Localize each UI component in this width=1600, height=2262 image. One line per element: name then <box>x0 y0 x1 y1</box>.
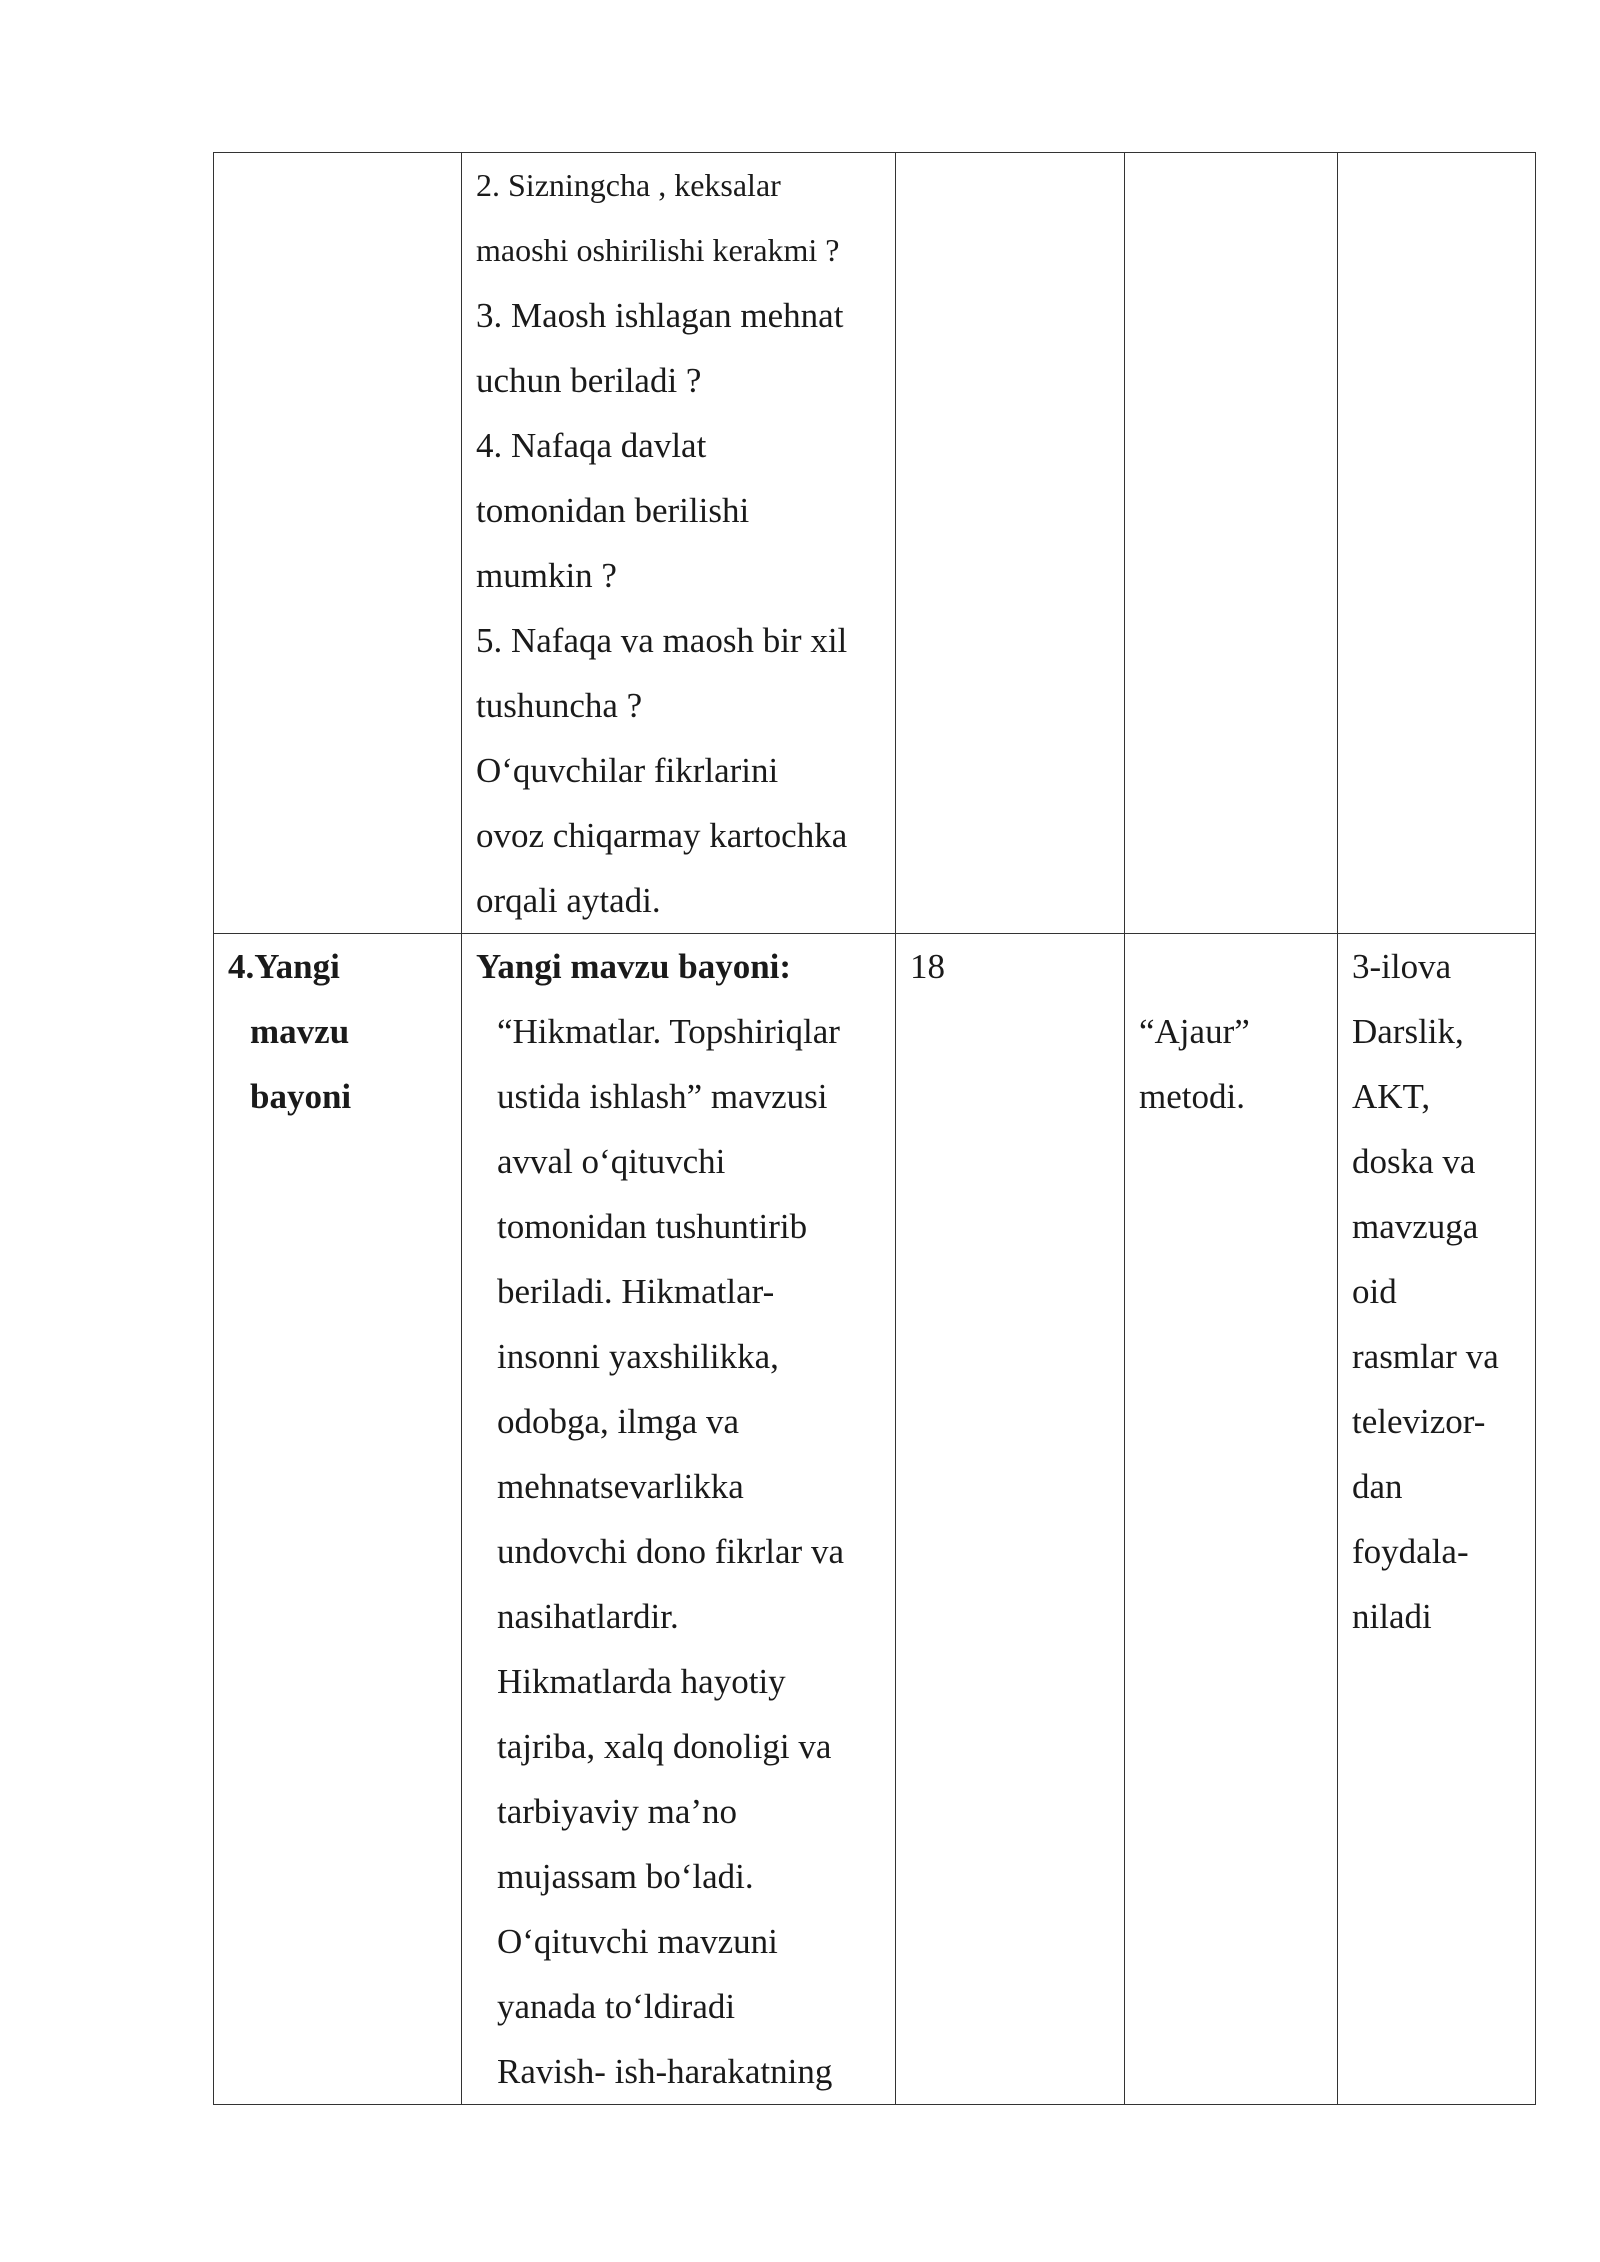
content-line: undovchi dono fikrlar va <box>497 1532 844 1571</box>
content-line: Ravish- ish-harakatning <box>497 2052 833 2091</box>
questions-list <box>476 153 895 933</box>
content-line: tajriba, xalq donoligi va <box>497 1727 832 1766</box>
list-item: tushuncha ? <box>476 686 643 725</box>
resource-line: mavzuga <box>1352 1207 1479 1246</box>
list-item: 4. Nafaqa davlat <box>476 426 707 465</box>
resource-line: niladi <box>1352 1597 1432 1636</box>
content-line: nasihatlardir. <box>497 1597 679 1636</box>
method-cell <box>1125 934 1338 2105</box>
content-line: yanada to‘ldiradi <box>497 1987 736 2026</box>
content-line: O‘qituvchi mavzuni <box>497 1922 778 1961</box>
resource-line: 3-ilova <box>1352 947 1452 986</box>
resource-line: doska va <box>1352 1142 1476 1181</box>
stage-title-line: 4.Yangi <box>228 947 340 986</box>
content-cell <box>462 934 896 2105</box>
resources-cell <box>1338 153 1536 934</box>
list-item: ovoz chiqarmay kartochka <box>476 816 848 855</box>
table-row <box>214 934 1536 2105</box>
content-line: mehnatsevarlikka <box>497 1467 744 1506</box>
content-line: ustida ishlash” mavzusi <box>497 1077 828 1116</box>
content-line: odobga, ilmga va <box>497 1402 740 1441</box>
content-cell <box>462 153 896 934</box>
resource-line: televizor- <box>1352 1402 1486 1441</box>
list-item: maoshi oshirilishi kerakmi ? <box>476 232 840 268</box>
content-heading: Yangi mavzu bayoni: <box>476 947 792 986</box>
stage-cell <box>214 934 462 2105</box>
time-value: 18 <box>910 947 945 986</box>
resource-line: rasmlar va <box>1352 1337 1499 1376</box>
list-item: 2. Sizningcha , keksalar <box>476 167 781 203</box>
table-row <box>214 153 1536 934</box>
content-line: mujassam bo‘ladi. <box>497 1857 754 1896</box>
resources-cell <box>1338 934 1536 2105</box>
list-item: O‘quvchilar fikrlarini <box>476 751 779 790</box>
content-line: beriladi. Hikmatlar- <box>497 1272 775 1311</box>
stage-title <box>214 934 461 1129</box>
method-cell <box>1125 153 1338 934</box>
content-line: insonni yaxshilikka, <box>497 1337 779 1376</box>
list-item: 3. Maosh ishlagan mehnat <box>476 296 844 335</box>
content-line: avval o‘qituvchi <box>497 1142 726 1181</box>
lesson-plan-table <box>213 152 1536 2105</box>
list-item: mumkin ? <box>476 556 617 595</box>
list-item: tomonidan berilishi <box>476 491 750 530</box>
list-item: uchun beriladi ? <box>476 361 702 400</box>
content-line: tomonidan tushuntirib <box>497 1207 808 1246</box>
resource-line: dan <box>1352 1467 1403 1506</box>
list-item: orqali aytadi. <box>476 881 661 920</box>
method-line: “Ajaur” <box>1139 1012 1250 1051</box>
content-line: tarbiyaviy ma’no <box>497 1792 738 1831</box>
method-line: metodi. <box>1139 1077 1245 1116</box>
resource-line: foydala- <box>1352 1532 1469 1571</box>
stage-title-line: bayoni <box>250 1077 352 1116</box>
resource-line: Darslik, <box>1352 1012 1464 1051</box>
stage-cell <box>214 153 462 934</box>
time-cell <box>896 934 1125 2105</box>
resource-line: oid <box>1352 1272 1397 1311</box>
stage-title-line: mavzu <box>250 1012 350 1051</box>
content-line: “Hikmatlar. Topshiriqlar <box>497 1012 840 1051</box>
list-item: 5. Nafaqa va maosh bir xil <box>476 621 848 660</box>
content-line: Hikmatlarda hayotiy <box>497 1662 786 1701</box>
time-cell <box>896 153 1125 934</box>
resource-line: AKT, <box>1352 1077 1431 1116</box>
